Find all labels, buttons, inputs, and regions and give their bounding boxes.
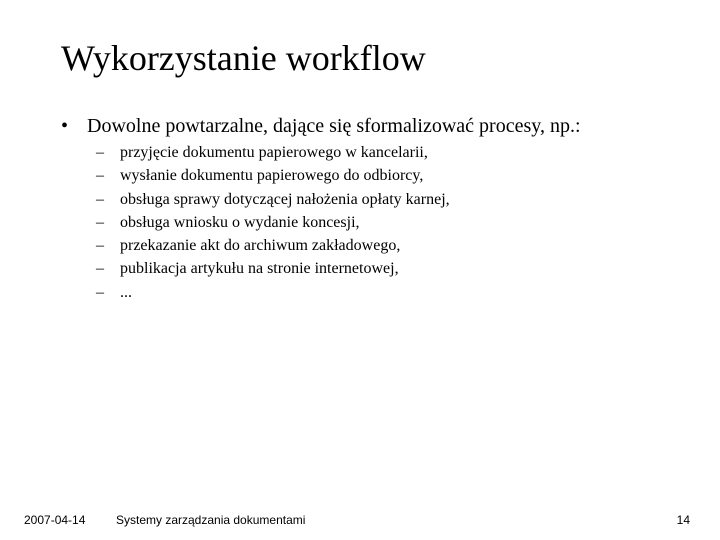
dash-marker: – (96, 283, 104, 301)
dash-marker: – (96, 190, 104, 208)
dash-marker: – (96, 213, 104, 231)
bullet-marker: • (61, 115, 69, 137)
sub-bullet-item (96, 164, 450, 187)
sub-bullet-list (96, 141, 450, 304)
dash-marker: – (96, 237, 104, 255)
slide-title: Wykorzystanie workflow (61, 38, 426, 78)
main-bullet-text: Dowolne powtarzalne, dające się sformalizować procesy, np.: (87, 115, 581, 137)
footer-date: 2007-04-14 (24, 513, 86, 527)
page-number: 14 (676, 513, 690, 527)
sub-bullet-text: publikacja artykułu na stronie internetowej, (120, 260, 399, 278)
dash-marker: – (96, 144, 104, 161)
sub-bullet-text: przekazanie akt do archiwum zakładowego, (120, 237, 401, 255)
sub-bullet-item (96, 141, 450, 164)
sub-bullet-text: obsługa wniosku o wydanie koncesji, (120, 213, 360, 231)
sub-bullet-item (96, 234, 450, 257)
main-bullet-point (61, 113, 581, 139)
sub-bullet-item (96, 211, 450, 234)
sub-bullet-text: obsługa sprawy dotyczącej nałożenia opłaty karnej, (120, 190, 450, 208)
sub-bullet-item (96, 188, 450, 211)
dash-marker: – (96, 167, 104, 185)
sub-bullet-text: ... (120, 283, 132, 301)
sub-bullet-item (96, 257, 450, 280)
footer-title: Systemy zarządzania dokumentami (116, 513, 306, 527)
sub-bullet-item (96, 281, 450, 304)
sub-bullet-text: wysłanie dokumentu papierowego do odbiorcy, (120, 167, 424, 185)
sub-bullet-text: przyjęcie dokumentu papierowego w kancelarii, (120, 144, 428, 161)
dash-marker: – (96, 260, 104, 278)
